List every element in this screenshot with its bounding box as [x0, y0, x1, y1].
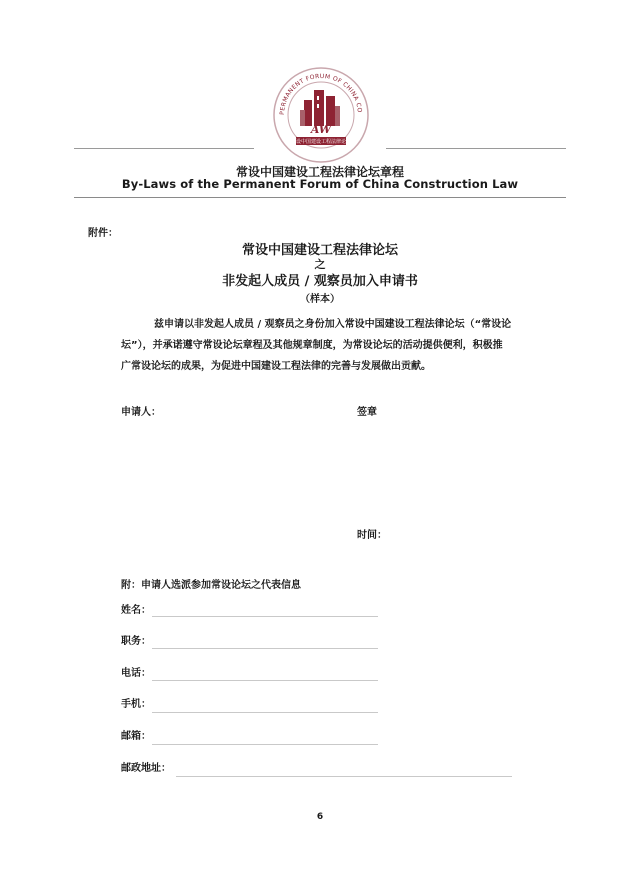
attachment-label: 附件：	[88, 228, 118, 239]
header-rule-left	[74, 148, 254, 149]
phone-field[interactable]	[152, 680, 378, 681]
form-title-sample: （样本）	[300, 294, 340, 305]
statement-line1: 兹申请以非发起人成员 / 观察员之身份加入常设中国建设工程法律论坛（“常设论	[154, 319, 512, 330]
header-rule-right	[386, 148, 566, 149]
page-number: 6	[316, 812, 324, 822]
seal-label: 签章	[357, 407, 377, 418]
email-label: 邮箱：	[121, 731, 151, 742]
name-label: 姓名：	[121, 605, 151, 616]
email-field[interactable]	[152, 744, 378, 745]
logo-banner-text: 常设中国建设工程法律论坛	[290, 139, 352, 145]
form-title-line3: 非发起人成员 / 观察员加入申请书	[222, 274, 418, 289]
time-label: 时间：	[357, 530, 387, 541]
logo-monogram: AW	[310, 123, 332, 136]
name-field[interactable]	[152, 616, 378, 617]
logo-ring-text: PERMANENT FORUM OF CHINA CO	[278, 72, 363, 116]
statement-line3: 广常设论坛的成果，为促进中国建设工程法律的完善与发展做出贡献。	[121, 361, 431, 372]
form-title-line2: 之	[314, 258, 326, 271]
representative-heading: 附：申请人选派参加常设论坛之代表信息	[121, 580, 301, 591]
position-field[interactable]	[152, 648, 378, 649]
address-label: 邮政地址：	[121, 763, 171, 774]
phone-label: 电话：	[121, 668, 151, 679]
application-statement	[121, 314, 525, 377]
bylaws-title-en: By-Laws of the Permanent Forum of China Construction Law	[121, 177, 519, 191]
applicant-label: 申请人：	[121, 407, 161, 418]
header-rule-bottom	[74, 197, 566, 198]
position-label: 职务：	[121, 636, 151, 647]
mobile-field[interactable]	[152, 712, 378, 713]
form-title-line1: 常设中国建设工程法律论坛	[241, 243, 398, 258]
forum-logo	[272, 66, 370, 164]
mobile-label: 手机：	[121, 699, 151, 710]
address-field[interactable]	[176, 776, 512, 777]
bylaws-title-cn: 常设中国建设工程法律论坛章程	[235, 165, 404, 179]
statement-line2: 坛”），并承诺遵守常设论坛章程及其他规章制度，为常设论坛的活动提供便利，积极推	[121, 340, 503, 351]
